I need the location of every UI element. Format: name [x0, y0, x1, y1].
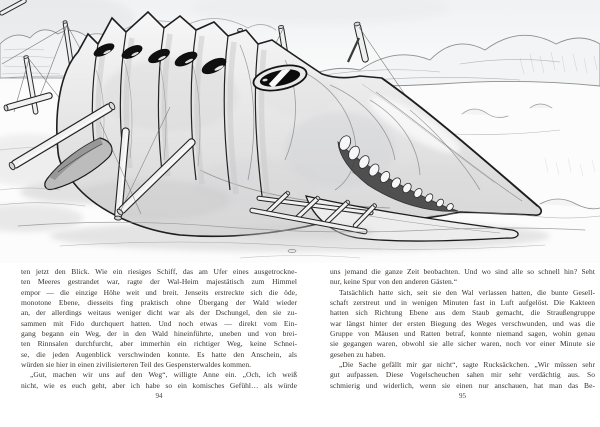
- text-line: würden sie hier in einen zivilisierteren Teil des Gespensterwaldes kommen.: [21, 360, 252, 370]
- page-number-right: 95: [459, 392, 466, 400]
- text-line: war längst hinter der ersten Biegung des Weges verschwunden, und was die: [330, 318, 595, 328]
- text-line: gesehen zu haben.: [330, 349, 386, 359]
- text-line: gang begann ein Weg, der in den Wald hineinführte, uneben und von brei-: [21, 329, 297, 339]
- text-line: nicht, wie es euch geht, aber ich habe so ein komisches Gefühl… als würde: [21, 380, 297, 390]
- page-number-left: 94: [155, 392, 163, 400]
- text-line: nur, keine Spur von den anderen Gästen.“: [330, 277, 458, 287]
- text-line: empor — die einzige Höhe weit und breit. Jenseits erstreckte sich die öde,: [21, 287, 297, 297]
- text-line: gut aufpassen. Diese Vogelscheuchen sahen mir sehr verdächtig aus. So: [330, 370, 595, 380]
- text-line: se, die jeden Augenblick verschwinden konnte. Es hatte den Anschein, als: [21, 349, 297, 359]
- text-line: schmierig und widerlich, wenn sie einen nur anschauen, hat man das Be-: [330, 380, 595, 390]
- text-line: ten jetzt den Blick. Wie ein riesiges Schiff, das am Ufer eines ausgetrockne-: [21, 267, 297, 276]
- text-line: „Gut, machen wir uns auf den Weg“, willigte Anne ein. „Och, ich weiß: [30, 370, 297, 380]
- text-line: ten Meeres gestrandet war, ragte der Wal-Heim majestätisch zum Himmel: [21, 277, 297, 287]
- text-line: Gruppe von Mäusen und Ratten betraf, konnte niemand sagen, wohin genau: [330, 329, 595, 339]
- text-line: ten Rinnsalen durchfurcht, aber immerhin ein richtiger Weg, keine Schnei-: [21, 339, 297, 349]
- page-95-text: [330, 267, 595, 391]
- pebble: [288, 249, 296, 252]
- text-line: monotone Ebene, diesseits fing praktisch ohne Übergang der Wald wieder: [21, 298, 297, 308]
- text-line: uns jemand die ganze Zeit beobachten. Und wo sind alle so schnell hin? Seht: [330, 267, 595, 276]
- text-line: sie gegangen waren, obwohl sie alle sicher waren, noch vor einer Minute sie: [330, 339, 595, 349]
- text-line: Tatsächlich hatte sich, seit sie den Wal verlassen hatten, die bunte Gesell-: [339, 287, 595, 297]
- text-line: sammen mit Fido durchquert hatten. Und noch etwas — direkt vom Ein-: [21, 318, 297, 328]
- text-line: hatten sich Richtung Ebene aus dem Staub gemacht, die Straußengruppe: [330, 308, 595, 318]
- text-line: schaft zerstreut und in wenigen Minuten fast in Luft aufgelöst. Die Kakteen: [330, 298, 595, 308]
- text-line: „Die Sache gefällt mir gar nicht“, sagte Rucksäckchen. „Wir müssen sehr: [339, 360, 595, 370]
- text-line: an, der allerdings weitaus weniger dicht war als der Dschungel, den sie zu-: [21, 308, 297, 318]
- page-94-text: [21, 267, 297, 391]
